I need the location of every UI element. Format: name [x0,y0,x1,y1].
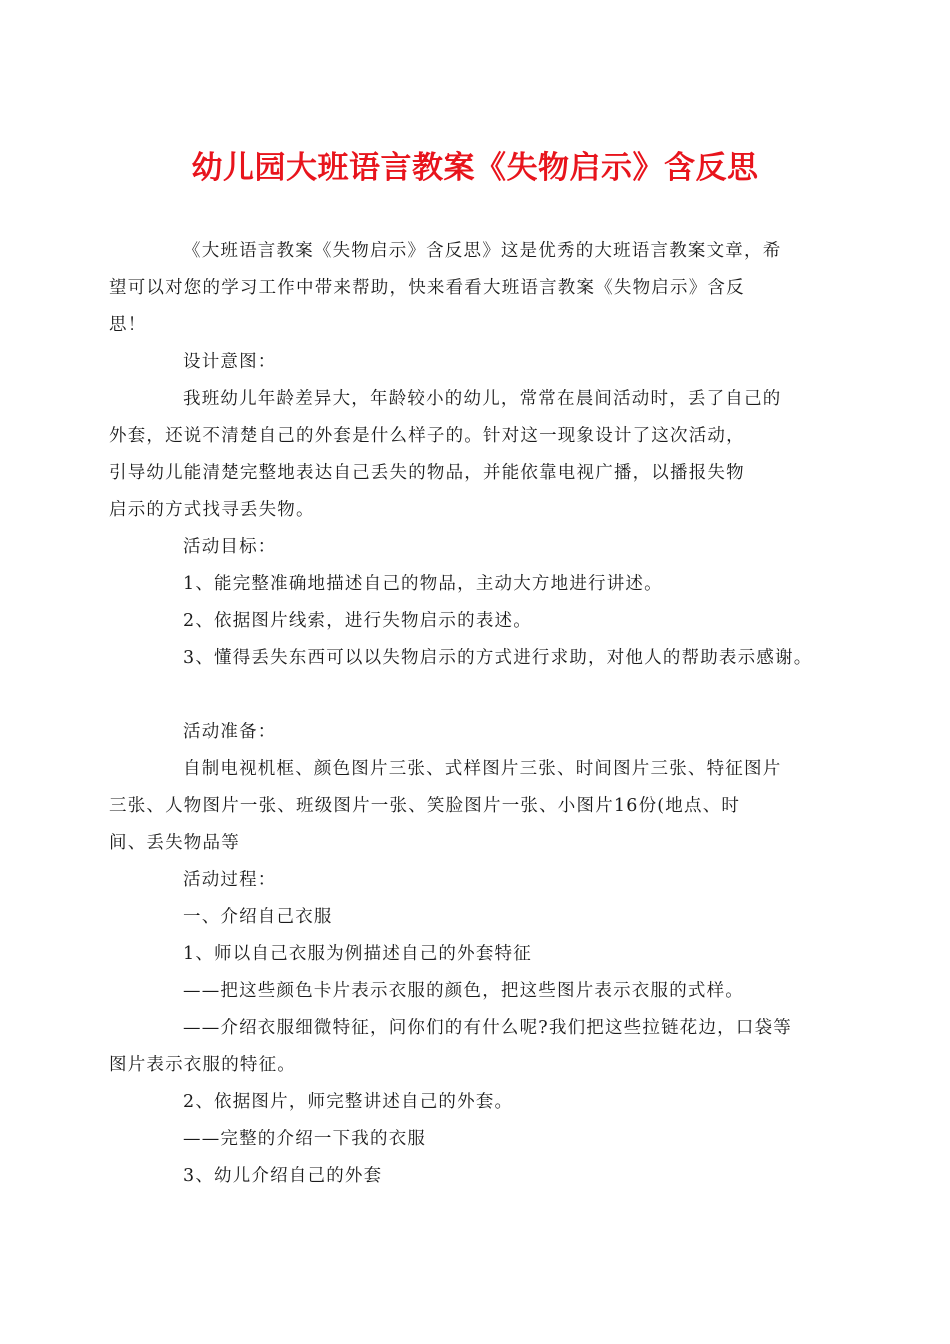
text-line: 3、懂得丢失东西可以以失物启示的方式进行求助，对他人的帮助表示感谢。 [183,648,813,668]
text-line: 1、师以自己衣服为例描述自己的外套特征 [183,944,532,964]
process-step [146,1084,806,1121]
process-step [109,1010,806,1084]
document-title: 幼儿园大班语言教案《失物启示》含反思 [191,150,759,186]
text-line: 3、幼儿介绍自己的外套 [183,1166,383,1186]
text-line: ——把这些颜色卡片表示衣服的颜色，把这些图片表示衣服的式样。 [183,981,744,1001]
section-heading-process [146,862,806,899]
text-line: 思！ [109,315,147,335]
goal-item [146,566,806,603]
blank-line [146,677,806,714]
process-step [146,899,806,936]
text-line: 《大班语言教案《失物启示》含反思》这是优秀的大班语言教案文章，希 [183,241,782,261]
process-step [146,1158,806,1195]
process-step [146,1121,806,1158]
text-line: 活动准备： [183,722,277,742]
text-line: 一、介绍自己衣服 [183,907,333,927]
text-line: 图片表示衣服的特征。 [109,1055,296,1075]
text-line: 活动过程： [183,870,277,890]
process-step [146,973,806,1010]
goal-item [146,603,806,640]
process-step [146,936,806,973]
text-line: 三张、人物图片一张、班级图片一张、笑脸图片一张、小图片16份(地点、时 [109,796,741,816]
text-line: 2、依据图片，师完整讲述自己的外套。 [183,1092,514,1112]
document-body [109,233,813,1195]
text-line: 引导幼儿能清楚完整地表达自己丢失的物品，并能依靠电视广播，以播报失物 [109,463,745,483]
text-line: 间、丢失物品等 [109,833,240,853]
section-heading-design-intent [146,344,806,381]
text-line: 自制电视机框、颜色图片三张、式样图片三张、时间图片三张、特征图片 [183,759,782,779]
text-line: 外套，还说不清楚自己的外套是什么样子的。针对这一现象设计了这次活动， [109,426,745,446]
text-line: 2、依据图片线索，进行失物启示的表述。 [183,611,532,631]
text-line: 活动目标： [183,537,277,557]
text-line: 设计意图： [183,352,277,372]
text-line: 我班幼儿年龄差异大，年龄较小的幼儿，常常在晨间活动时，丢了自己的 [183,389,782,409]
text-line: 1、能完整准确地描述自己的物品，主动大方地进行讲述。 [183,574,663,594]
text-line: 启示的方式找寻丢失物。 [109,500,315,520]
goal-item [146,640,813,677]
text-line: ——完整的介绍一下我的衣服 [183,1129,427,1149]
preparation-paragraph [109,751,806,862]
text-line: ——介绍衣服细微特征，问你们的有什么呢?我们把这些拉链花边，口袋等 [183,1018,792,1038]
section-heading-goals [146,529,806,566]
section-heading-preparation [146,714,806,751]
text-line: 望可以对您的学习工作中带来帮助，快来看看大班语言教案《失物启示》含反 [109,278,745,298]
intro-paragraph [109,233,806,344]
design-intent-paragraph [109,381,806,529]
